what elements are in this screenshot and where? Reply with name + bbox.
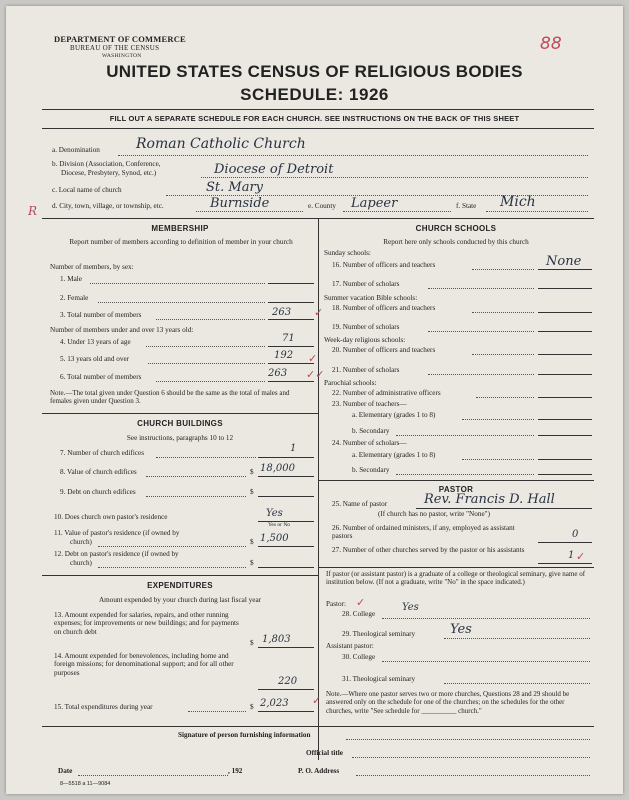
state-value[interactable]: Mich <box>500 194 536 210</box>
dotted-line <box>382 661 590 662</box>
local-name-value[interactable]: St. Mary <box>206 180 264 195</box>
check-mark: ✓ <box>308 352 318 365</box>
dotted-line <box>343 211 451 212</box>
answer-line <box>538 419 592 420</box>
answer-line <box>258 496 314 497</box>
q14-value[interactable]: 220 <box>278 676 298 687</box>
q11-value[interactable]: 1,500 <box>260 533 289 544</box>
dollar-sign: $ <box>250 468 254 476</box>
dotted-line <box>90 283 265 284</box>
signature-label: Signature of person furnishing information <box>178 731 311 739</box>
dotted-line <box>156 381 265 382</box>
signature-line[interactable] <box>346 739 590 740</box>
dotted-line <box>486 211 588 212</box>
answer-line <box>538 354 592 355</box>
county-label: e. County <box>308 202 336 210</box>
check-mark: ✓ <box>576 550 586 563</box>
city-heading: WASHINGTON <box>102 53 142 59</box>
q7-label: 7. Number of church edifices <box>60 449 145 457</box>
q3-value[interactable]: 263 <box>272 307 292 318</box>
local-name-label: c. Local name of church <box>52 186 122 194</box>
dotted-line <box>396 435 534 436</box>
dotted-line <box>462 459 534 460</box>
form-code: 8—5518 a 11—9084 <box>60 781 111 787</box>
q2-label: 2. Female <box>60 294 89 302</box>
city-value[interactable]: Burnside <box>210 196 270 211</box>
check-mark: ✓ <box>356 596 366 609</box>
dotted-line <box>472 354 534 355</box>
q4-value[interactable]: 71 <box>282 333 295 344</box>
dotted-line <box>98 546 246 547</box>
po-address-label: P. O. Address <box>298 767 340 775</box>
buildings-heading: CHURCH BUILDINGS <box>137 419 223 428</box>
pastor-heading: PASTOR <box>438 485 474 494</box>
divider <box>42 109 594 110</box>
answer-line <box>258 546 314 547</box>
check-mark: ✓ <box>312 694 322 707</box>
q26-label: 26. Number of ordained ministers, if any, employed as assistant pastors <box>332 524 515 541</box>
q24b-label: b. Secondary <box>352 466 390 474</box>
q29-label: 29. Theological seminary <box>342 630 416 638</box>
dotted-line <box>428 331 534 332</box>
dollar-sign: $ <box>250 488 254 496</box>
q5-label: 5. 13 years old and over <box>60 355 130 363</box>
date-line[interactable] <box>78 775 228 776</box>
expenditures-heading: EXPENDITURES <box>147 581 213 590</box>
schools-heading: CHURCH SCHOOLS <box>415 224 497 233</box>
q22-label: 22. Number of administrative officers <box>332 389 441 397</box>
dotted-line <box>472 312 534 313</box>
answer-line <box>258 476 314 477</box>
dollar-sign: $ <box>250 703 254 711</box>
answer-line <box>538 374 592 375</box>
q23-label: 23. Number of teachers— <box>332 400 407 408</box>
instructions-banner: FILL OUT A SEPARATE SCHEDULE FOR EACH CHURCH. SEE INSTRUCTIONS ON THE BACK OF THIS SHEET <box>109 114 520 123</box>
pastor-note: Note.—Where one pastor serves two or more churches, Questions 28 and 29 should be answered only on the schedule for one of the churches; on the schedules for the other churches, write "See schedule for __________ church." <box>326 690 570 715</box>
q12-label-cont: church) <box>70 559 92 567</box>
under-over-label: Number of members under and over 13 years old: <box>50 326 194 334</box>
q26-value[interactable]: 0 <box>572 529 579 540</box>
vacation-label: Summer vacation Bible schools: <box>324 294 418 302</box>
dotted-line <box>462 419 534 420</box>
q14-label: 14. Amount expended for benevolences, including home and foreign missions; for denominational support; and for all other purposes <box>54 652 234 677</box>
answer-line <box>258 647 314 648</box>
county-value[interactable]: Lapeer <box>351 196 398 211</box>
expenditures-sub: Amount expended by your church during last fiscal year <box>98 596 262 604</box>
answer-line <box>538 331 592 332</box>
denomination-label: a. Denomination <box>52 146 100 154</box>
q8-label: 8. Value of church edifices <box>60 468 137 476</box>
q6-label: 6. Total number of members <box>60 373 142 381</box>
q27-value[interactable]: 1 <box>568 550 575 561</box>
q29-value[interactable]: Yes <box>450 622 472 637</box>
q15-value[interactable]: 2,023 <box>260 698 289 709</box>
q11-label-cont: church) <box>70 538 92 546</box>
membership-intro: Report number of members according to definition of member in your church <box>69 238 293 246</box>
q13-value[interactable]: 1,803 <box>262 634 291 645</box>
membership-heading: MEMBERSHIP <box>151 224 209 233</box>
margin-mark: R <box>28 204 38 218</box>
dotted-line <box>444 638 590 639</box>
q9-label: 9. Debt on church edifices <box>60 488 136 496</box>
q16-value[interactable]: None <box>546 254 582 269</box>
q28-label: 28. College <box>342 610 376 618</box>
answer-line <box>538 563 592 564</box>
answer-line <box>258 457 314 458</box>
q30-label: 30. College <box>342 653 376 661</box>
date-label: Date <box>58 767 73 775</box>
answer-line <box>268 346 314 347</box>
answer-line <box>268 381 314 382</box>
page-number: 88 <box>540 34 562 54</box>
dollar-sign: $ <box>250 639 254 647</box>
q28-value[interactable]: Yes <box>402 602 419 613</box>
dotted-line <box>188 711 246 712</box>
dotted-line <box>118 155 588 156</box>
q16-label: 16. Number of officers and teachers <box>332 261 436 269</box>
buildings-sub: See instructions, paragraphs 10 to 12 <box>126 434 234 442</box>
answer-line <box>268 302 314 303</box>
q27-label: 27. Number of other churches served by the pastor or his assistants <box>332 546 525 554</box>
city-label: d. City, town, village, or township, etc. <box>52 202 164 210</box>
dotted-line <box>428 374 534 375</box>
dotted-line <box>396 474 534 475</box>
q8-value[interactable]: 18,000 <box>260 463 295 474</box>
po-address-line[interactable] <box>356 775 590 776</box>
answer-line <box>538 397 592 398</box>
sunday-label: Sunday schools: <box>324 249 371 257</box>
q24-label: 24. Number of scholars— <box>332 439 407 447</box>
check-mark: ✓✓ <box>306 368 325 381</box>
form-title: UNITED STATES CENSUS OF RELIGIOUS BODIES <box>106 62 523 81</box>
answer-line <box>268 319 314 320</box>
dotted-line <box>382 618 590 619</box>
parochial-label: Parochial schools: <box>324 379 377 387</box>
q4-label: 4. Under 13 years of age <box>60 338 131 346</box>
dotted-line <box>146 496 246 497</box>
answer-line <box>538 435 592 436</box>
dotted-line <box>98 302 265 303</box>
census-schedule-sheet <box>6 6 623 794</box>
answer-line <box>416 508 592 509</box>
dotted-line <box>156 457 256 458</box>
department-heading: DEPARTMENT OF COMMERCE <box>54 34 186 44</box>
q5-value[interactable]: 192 <box>274 350 294 361</box>
answer-line <box>258 689 314 690</box>
dollar-sign: $ <box>250 559 254 567</box>
answer-line <box>258 567 314 568</box>
dotted-line <box>98 567 246 568</box>
q31-label: 31. Theological seminary <box>342 675 416 683</box>
division-label: b. Division (Association, Conference, <box>52 160 161 168</box>
divider <box>42 128 594 129</box>
dotted-line <box>476 397 534 398</box>
year-label: , 192 <box>228 767 243 775</box>
by-sex-label: Number of members, by sex: <box>50 263 134 271</box>
schedule-title: SCHEDULE: 1926 <box>240 85 389 104</box>
dotted-line <box>148 363 265 364</box>
q24a-label: a. Elementary (grades 1 to 8) <box>352 451 436 459</box>
q7-value[interactable]: 1 <box>290 443 297 454</box>
q12-label: 12. Debt on pastor's residence (if owned by <box>54 550 179 558</box>
q10-hint: Yes or No <box>268 522 291 528</box>
divider <box>42 413 318 414</box>
check-mark: ✓ <box>314 306 324 319</box>
q13-label: 13. Amount expended for salaries, repairs, and other running expenses; for improvements or new buildings; and for payments on church debt <box>54 611 239 636</box>
divider <box>42 575 318 576</box>
q10-value[interactable]: Yes <box>266 508 283 519</box>
q25-label: 25. Name of pastor <box>332 500 388 508</box>
dotted-line <box>146 476 246 477</box>
divider <box>318 567 594 568</box>
q3-label: 3. Total number of members <box>60 311 142 319</box>
q10-label: 10. Does church own pastor's residence <box>54 513 168 521</box>
dollar-sign: $ <box>250 538 254 546</box>
answer-line <box>538 288 592 289</box>
q18-label: 18. Number of officers and teachers <box>332 304 436 312</box>
dotted-line <box>146 346 265 347</box>
state-label: f. State <box>456 202 477 210</box>
schools-intro: Report here only schools conducted by this church <box>383 238 529 246</box>
answer-line <box>268 283 314 284</box>
divider <box>318 480 594 481</box>
bureau-heading: BUREAU OF THE CENSUS <box>70 44 160 52</box>
q6-value[interactable]: 263 <box>268 368 288 379</box>
q11-label: 11. Value of pastor's residence (if owned by <box>54 529 180 537</box>
divider <box>42 726 594 727</box>
dotted-line <box>196 211 303 212</box>
answer-line <box>538 542 592 543</box>
division-value[interactable]: Diocese of Detroit <box>214 162 334 177</box>
q21-label: 21. Number of scholars <box>332 366 400 374</box>
q19-label: 19. Number of scholars <box>332 323 400 331</box>
dotted-line <box>201 177 588 178</box>
q23b-label: b. Secondary <box>352 427 390 435</box>
denomination-value[interactable]: Roman Catholic Church <box>136 136 306 152</box>
answer-line <box>538 312 592 313</box>
q17-label: 17. Number of scholars <box>332 280 400 288</box>
assistant-sub-label: Assistant pastor: <box>326 642 374 650</box>
graduate-note: If pastor (or assistant pastor) is a graduate of a college or theological seminary, give name of institution below. (If not a graduate, write "No" in the space indicated.) <box>326 570 586 587</box>
q15-label: 15. Total expenditures during year <box>54 703 153 711</box>
q20-label: 20. Number of officers and teachers <box>332 346 436 354</box>
q1-label: 1. Male <box>60 275 82 283</box>
pastor-sub-label: Pastor: <box>326 600 346 608</box>
dotted-line <box>428 288 534 289</box>
division-label-cont: Diocese, Presbytery, Synod, etc.) <box>61 169 157 177</box>
official-title-label: Official title <box>306 749 343 757</box>
q23a-label: a. Elementary (grades 1 to 8) <box>352 411 436 419</box>
answer-line <box>538 269 592 270</box>
weekday-label: Week-day religious schools: <box>324 336 406 344</box>
q25-hint: (If church has no pastor, write "None") <box>378 510 490 518</box>
answer-line <box>538 474 592 475</box>
membership-note: Note.—The total given under Question 6 should be the same as the total of males and females given under Question 3. <box>50 389 290 406</box>
answer-line <box>258 711 314 712</box>
official-title-line[interactable] <box>352 757 590 758</box>
dotted-line <box>156 319 265 320</box>
q25-value[interactable]: Rev. Francis D. Hall <box>424 492 555 507</box>
dotted-line <box>444 683 590 684</box>
dotted-line <box>472 269 534 270</box>
answer-line <box>538 459 592 460</box>
